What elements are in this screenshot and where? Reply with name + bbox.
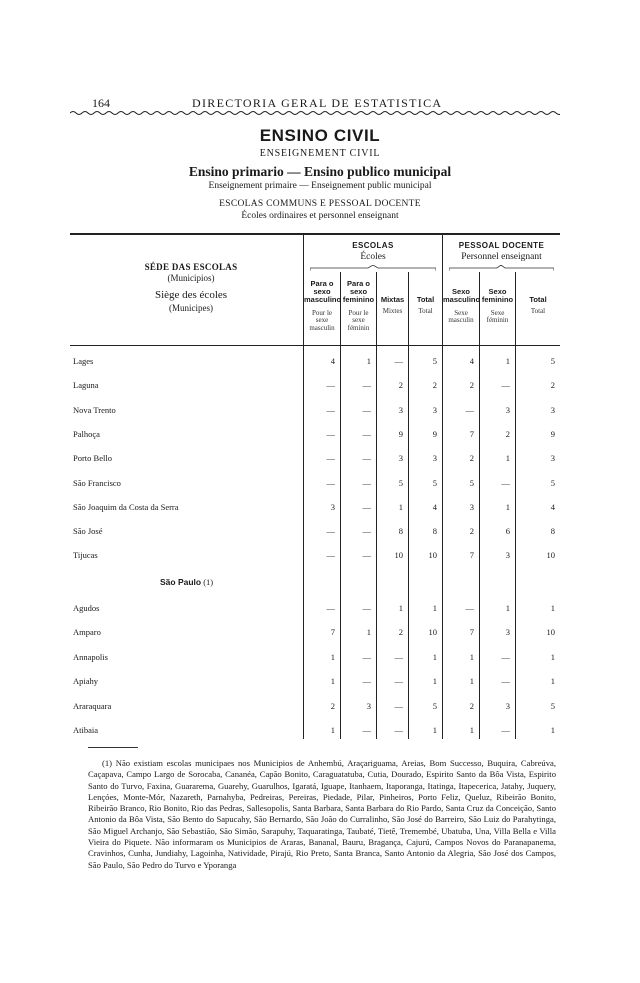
table-cell: — [362, 404, 371, 415]
table-cell: 1 [366, 356, 371, 366]
footnote: (1) Não existiam escolas municipaes nos Municipios de Anhembú, Araçariguama, Areias, Bom Successo, Buquira, Cabreúva, Caçapava, Campo Largo de Sorocaba, Cananéa, Capão Bonito, Caraguatatuba, Cutia, Dourado, Espirito Santo da Bôa Vista, Espirito Santo do Turvo, Faxina, Guararema, Guarehy, Guarulhos, Igaratá, Iguape, Itanhaem, Itaporanga, Itatinga, Itapecerica, Jatahy, Juquery, Lençóes, Monte-Mór, Nazareth, Parnahyba, Pedreiras, Pereiras, Piedade, Pilar, Pinheiros, Porto Feliz, Queluz, Ribeirão Bonito, Ribeirão Branco, Rio Bonito, Rio das Pedras, Sallesopolis, Santa Barbara, Santa Barbara do Rio Pardo, Santa Cruz da Conceição, Santo Antonio da Bôa Vista, São Bento do Sapucahy, São Bernardo, São João do Curralinho, São José do Barreiro, São Luiz do Parahytinga, São Miguel Archanjo, São Sebastião, São Simão, Sarapuhy, Taquaratinga, Taubaté, Tietê, Tremembé, Ubatuba, Una, Villa Bella e Villa Vieira do Piquete. Não informaram os Municipios de Araras, Bananal, Bauru, Bragança, Cajurú, Campos Novos do Paranapanema, Cravinhos, Cunha, Jundiahy, Lagoinha, Natividade, Pirajú, Rio Preto, Santa Branca, Santo Antonio da Alegria, São José dos Campos, São Paulo, São Pedro do Turvo e Yporanga [88, 758, 556, 870]
main-title-fr: ENSEIGNEMENT CIVIL [259, 148, 381, 159]
table-cell: 5 [550, 477, 555, 488]
table-cell: 3 [330, 501, 335, 512]
table-cell: 1 [550, 725, 555, 735]
table-cell: 2 [469, 380, 474, 391]
column-header-fr: Pour le sexe féminin [347, 309, 370, 332]
table-cell: — [326, 428, 335, 439]
column-header-fr: Total [530, 307, 546, 315]
table-cell: 10 [394, 550, 403, 561]
table-cell: 7 [469, 428, 474, 439]
table-cell: 7 [469, 550, 474, 561]
row-label: Nova Trento [73, 404, 116, 415]
table-cell: — [362, 725, 371, 735]
table-cell: 1 [469, 725, 474, 735]
column-header-fr: Sexe masculin [448, 309, 474, 325]
row-label: Porto Bello [73, 453, 112, 464]
table-cell: — [326, 404, 335, 415]
row-label: Annapolis [73, 651, 108, 662]
table-cell: 3 [550, 453, 555, 464]
table-cell: — [465, 603, 474, 613]
subtitle-fr: Enseignement primaire — Enseignement public municipal [208, 181, 432, 191]
stub-heading-fr: Siège des écoles [154, 289, 228, 301]
table-cell: 10 [428, 627, 437, 638]
table-cell: 1 [398, 603, 403, 613]
stub-heading-sub: (Municipios) [167, 273, 215, 283]
table-cell: 3 [366, 700, 371, 711]
table-cell: 4 [550, 501, 555, 512]
column-header: Sexo feminino [481, 287, 514, 304]
table-cell: 10 [546, 550, 555, 561]
table-cell: 1 [330, 676, 335, 687]
table-cell: 1 [505, 453, 510, 464]
wavy-rule [70, 109, 560, 117]
group-heading-escolas: ESCOLAS [352, 241, 394, 250]
table-cell: 5 [432, 356, 437, 366]
table-cell: 10 [428, 550, 437, 561]
table-cell: — [326, 526, 335, 537]
table-cell: — [501, 380, 510, 391]
column-header: Total [529, 295, 547, 304]
main-title: ENSINO CIVIL [259, 126, 381, 145]
table-cell: 1 [550, 676, 555, 687]
table-cell: — [326, 550, 335, 561]
column-header-fr: Sexe féminin [486, 309, 509, 325]
table-cell: 3 [505, 700, 510, 711]
table-cell: 5 [432, 700, 437, 711]
column-header-fr: Total [418, 307, 433, 315]
column-header: Para o sexo feminino [342, 279, 375, 304]
table-cell: — [362, 380, 371, 391]
table-cell: 9 [550, 428, 555, 439]
section-heading [160, 577, 213, 587]
table-cell: 9 [432, 428, 437, 439]
page-number: 164 [92, 96, 110, 110]
row-label: Lages [73, 356, 94, 366]
group-heading-pessoal-fr: Personnel enseignant [461, 252, 542, 262]
group-heading-escolas-fr: Écoles [360, 252, 386, 262]
table-cell: 5 [550, 700, 555, 711]
column-header-fr: Pour le sexe masculin [309, 309, 335, 332]
table-cell: 1 [505, 501, 510, 512]
row-label: Palhoça [73, 428, 100, 439]
column-header: Mixtas [380, 295, 405, 304]
table-cell: 8 [398, 526, 403, 537]
row-label: São Francisco [73, 477, 121, 488]
row-label: Apiahy [73, 676, 99, 687]
table-cell: 1 [432, 651, 437, 662]
table-cell: 2 [505, 428, 510, 439]
table-cell: 10 [546, 627, 555, 638]
table-cell: 7 [469, 627, 474, 638]
group-heading-pessoal: PESSOAL DOCENTE [458, 241, 545, 250]
table-cell: 1 [432, 603, 437, 613]
row-label: São José [73, 526, 103, 537]
table-cell: 7 [330, 627, 335, 638]
table-cell: 1 [330, 651, 335, 662]
table-cell: 3 [432, 404, 437, 415]
table-cell: 4 [469, 356, 474, 366]
table-cell: 3 [398, 404, 403, 415]
table-cell: 2 [398, 380, 403, 391]
table-cell: 1 [469, 651, 474, 662]
table-cell: 4 [330, 356, 335, 366]
table-cell: — [501, 725, 510, 735]
table-cell: 4 [432, 501, 437, 512]
table-cell: — [362, 477, 371, 488]
table-cell: 1 [398, 501, 403, 512]
table-cell: 2 [330, 700, 335, 711]
table-cell: 2 [398, 627, 403, 638]
row-label: Tijucas [73, 550, 98, 561]
table-cell: — [362, 501, 371, 512]
table-cell: 3 [469, 501, 474, 512]
table-cell: 1 [469, 676, 474, 687]
table-cell: 1 [550, 603, 555, 613]
row-label: Agudos [73, 603, 100, 613]
table-cell: 8 [550, 526, 555, 537]
table-cell: 2 [469, 453, 474, 464]
table-cell: — [362, 428, 371, 439]
table-cell: 3 [505, 627, 510, 638]
table-cell: 2 [550, 380, 555, 391]
row-label: Atibaia [73, 725, 99, 735]
table-cell: — [326, 453, 335, 464]
table-cell: — [326, 477, 335, 488]
table-cell: 5 [469, 477, 474, 488]
table-cell: — [394, 725, 403, 735]
table-cell: 1 [366, 627, 371, 638]
row-label: Laguna [73, 380, 99, 391]
table-cell: 3 [432, 453, 437, 464]
table-cell: — [394, 356, 403, 366]
table-cell: 3 [398, 453, 403, 464]
table-cell: 8 [432, 526, 437, 537]
column-header: Sexo masculino [443, 287, 481, 304]
running-title: DIRECTORIA GERAL DE ESTATISTICA [192, 96, 443, 110]
table-cell: — [501, 676, 510, 687]
table-cell: 1 [432, 725, 437, 735]
table-cell: — [362, 603, 371, 613]
table-cell: 1 [432, 676, 437, 687]
table-cell: — [394, 651, 403, 662]
table-cell: 2 [469, 526, 474, 537]
table-cell: — [326, 380, 335, 391]
stub-heading: SÉDE DAS ESCOLAS [144, 262, 238, 272]
table-cell: 3 [550, 404, 555, 415]
brace-pessoal [449, 265, 554, 271]
stub-heading-fr-sub: (Municipes) [169, 303, 213, 313]
table-title: ESCOLAS COMMUNS E PESSOAL DOCENTE [219, 199, 421, 209]
column-header: Total [416, 295, 435, 304]
table-cell: — [362, 651, 371, 662]
subtitle: Ensino primario — Ensino publico municipal [188, 164, 452, 179]
section-heading-note: (1) [203, 577, 214, 587]
table-cell: — [326, 603, 335, 613]
table-cell: 1 [505, 603, 510, 613]
table-cell: — [465, 404, 474, 415]
table-cell: 2 [432, 380, 437, 391]
table-cell: 1 [505, 356, 510, 366]
table-cell: 5 [550, 356, 555, 366]
table-cell: 3 [505, 550, 510, 561]
table-cell: 3 [505, 404, 510, 415]
table-cell: — [501, 651, 510, 662]
table-cell: 5 [398, 477, 403, 488]
table-cell: — [362, 550, 371, 561]
table-cell: — [394, 676, 403, 687]
header-bottom-rule [70, 345, 560, 346]
table-cell: — [501, 477, 510, 488]
table-cell: 1 [330, 725, 335, 735]
footnote-rule [88, 747, 138, 748]
row-label: Araraquara [73, 700, 112, 711]
table-cell: — [394, 700, 403, 711]
row-label: São Joaquim da Costa da Serra [73, 501, 179, 512]
column-header-fr: Mixtes [382, 307, 403, 315]
row-label: Amparo [73, 627, 101, 638]
table-cell: — [362, 526, 371, 537]
table-cell: 9 [398, 428, 403, 439]
brace-escolas [310, 265, 436, 271]
table-cell: 6 [505, 526, 510, 537]
table-cell: 2 [469, 700, 474, 711]
table-title-fr: Écoles ordinaires et personnel enseignant [241, 211, 399, 221]
table-top-rule [70, 233, 560, 235]
column-header: Para o sexo masculino [304, 279, 342, 304]
table-cell: — [362, 453, 371, 464]
table-cell: — [362, 676, 371, 687]
table-cell: 5 [432, 477, 437, 488]
table-cell: 1 [550, 651, 555, 662]
section-heading-name: São Paulo [160, 577, 202, 587]
